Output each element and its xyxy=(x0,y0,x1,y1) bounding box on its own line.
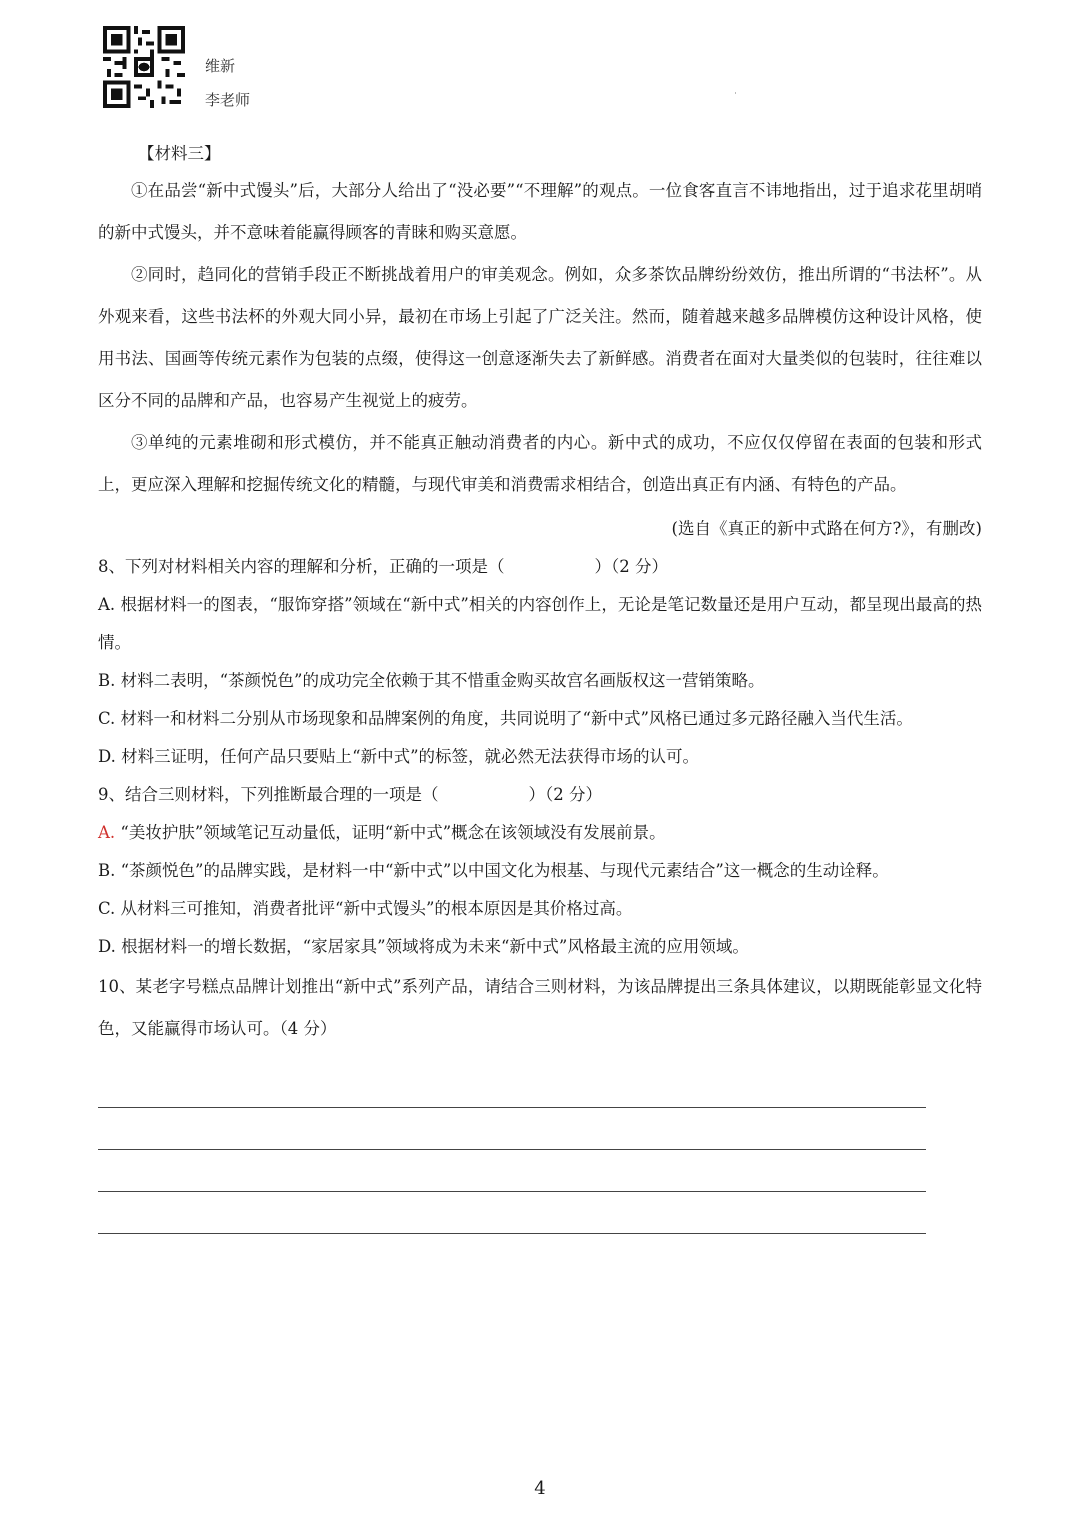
answer-line[interactable] xyxy=(98,1066,926,1108)
page-content xyxy=(98,138,982,1234)
question-9-option: D. 根据材料一的增长数据，“家居家具”领域将成为未来“新中式”风格最主流的应用领域。 xyxy=(98,937,749,956)
qr-code-icon xyxy=(103,26,185,108)
question-9-stem-b: ）（2 分） xyxy=(528,785,602,804)
question-9-option-a-text: “美妆护肤”领域笔记互动量低，证明“新中式”概念在该领域没有发展前景。 xyxy=(120,823,666,842)
page-number: 4 xyxy=(534,1478,546,1499)
brand-line-1: 维新 xyxy=(205,57,236,75)
question-8-option: A. 根据材料一的图表，“服饰穿搭”领域在“新中式”相关的内容创作上，无论是笔记数量还是用户互动，都呈现出最高的热情。 xyxy=(98,595,982,652)
option-letter-highlighted: A. xyxy=(98,823,116,842)
answer-line[interactable] xyxy=(98,1192,926,1234)
question-9-stem xyxy=(98,776,982,814)
answer-lines xyxy=(98,1066,982,1234)
question-8-option: D. 材料三证明，任何产品只要贴上“新中式”的标签，就必然无法获得市场的认可。 xyxy=(98,747,700,766)
answer-line[interactable] xyxy=(98,1108,926,1150)
question-9-option xyxy=(98,814,982,852)
question-9-option: B. “茶颜悦色”的品牌实践，是材料一中“新中式”以中国文化为根基、与现代元素结合”这一概念的生动诠释。 xyxy=(98,861,889,880)
answer-line[interactable] xyxy=(98,1150,926,1192)
question-9-stem-a: 9、结合三则材料，下列推断最合理的一项是（ xyxy=(98,785,439,804)
question-8-option: C. 材料一和材料二分别从市场现象和品牌案例的角度，共同说明了“新中式”风格已通过多元路径融入当代生活。 xyxy=(98,709,913,728)
material-paragraph: ③单纯的元素堆砌和形式模仿，并不能真正触动消费者的内心。新中式的成功，不应仅仅停留在表面的包装和形式上，更应深入理解和挖掘传统文化的精髓，与现代审美和消费需求相结合，创造出真正有内涵、有特色的产品。 xyxy=(98,433,982,494)
material-title: 【材料三】 xyxy=(138,144,221,163)
question-8-option: B. 材料二表明，“茶颜悦色”的成功完全依赖于其不惜重金购买故宫名画版权这一营销策略。 xyxy=(98,671,765,690)
speck xyxy=(735,92,736,94)
question-8-stem-a: 8、下列对材料相关内容的理解和分析，正确的一项是（ xyxy=(98,557,505,576)
source-citation: (选自《真正的新中式路在何方?》，有删改) xyxy=(671,519,982,538)
question-9-option: C. 从材料三可推知，消费者批评“新中式馒头”的根本原因是其价格过高。 xyxy=(98,899,633,918)
material-paragraph: ①在品尝“新中式馒头”后，大部分人给出了“没必要”“不理解”的观点。一位食客直言不讳地指出，过于追求花里胡哨的新中式馒头，并不意味着能赢得顾客的青睐和购买意愿。 xyxy=(98,181,982,242)
question-8-stem xyxy=(98,548,982,586)
question-8-stem-b: ）（2 分） xyxy=(594,557,668,576)
material-paragraph: ②同时，趋同化的营销手段正不断挑战着用户的审美观念。例如，众多茶饮品牌纷纷效仿，推出所谓的“书法杯”。从外观来看，这些书法杯的外观大同小异，最初在市场上引起了广泛关注。然而，随着越来越多品牌模仿这种设计风格，使用书法、国画等传统元素作为包装的点缀，使得这一创意逐渐失去了新鲜感。消费者在面对大量类似的包装时，往往难以区分不同的品牌和产品，也容易产生视觉上的疲劳。 xyxy=(98,265,982,410)
brand-line-2: 李老师 xyxy=(205,91,251,109)
question-10-stem: 10、某老字号糕点品牌计划推出“新中式”系列产品，请结合三则材料，为该品牌提出三条具体建议，以期既能彰显文化特色，又能赢得市场认可。（4 分） xyxy=(98,977,982,1038)
